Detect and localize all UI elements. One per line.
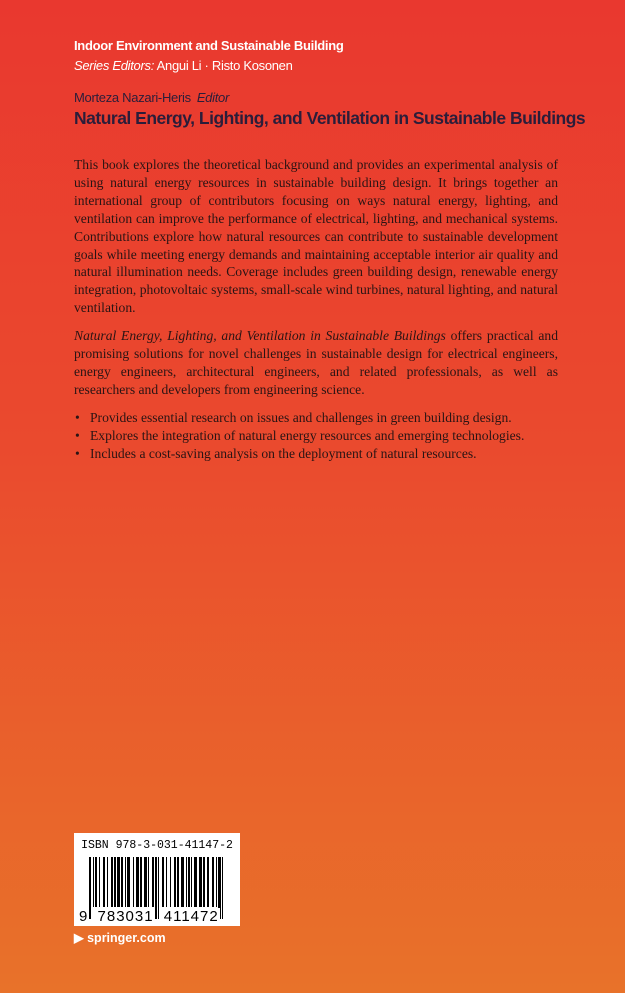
book-description (74, 156, 558, 463)
barcode-bar (191, 857, 192, 907)
barcode-bar (188, 857, 190, 907)
barcode-bar (216, 857, 217, 907)
barcode-bar (186, 857, 187, 907)
barcode-bar (194, 857, 197, 907)
description-paragraph-1: This book explores the theoretical background and provides an experimental analysis of using natural energy resources in sustainable building design. It brings together an international group of contributors focusing on ways natural energy, lighting, and ventilation can improve the performance of electrical, lighting, and mechanical systems. Contributions explore how natural resources can contribute to sustainable development goals while meeting energy demands and maintaining acceptable interior air quality and natural illumination needs. Coverage includes green building design, renewable energy integration, photovoltaic systems, small-scale wind turbines, natural lighting, and natural ventilation. (74, 157, 558, 316)
description-book-title: Natural Energy, Lighting, and Ventilation in Sustainable Buildings (74, 328, 446, 344)
barcode-bar (170, 857, 171, 907)
publisher-link[interactable] (74, 930, 166, 945)
barcode-bar (133, 857, 134, 907)
list-item: • Includes a cost-saving analysis on the deployment of natural resources. (74, 445, 558, 463)
barcode-bar (177, 857, 179, 907)
list-item: • Explores the integration of natural energy resources and emerging technologies. (74, 427, 558, 445)
barcode-bar (103, 857, 105, 907)
barcode-bar (148, 857, 149, 907)
publisher-url: springer.com (87, 931, 166, 945)
barcode-digits-right: 411472 (163, 908, 219, 925)
barcode-digit-lead: 9 (79, 908, 88, 925)
barcode-bar (174, 857, 176, 907)
book-author (74, 90, 229, 105)
barcode-bar (114, 857, 116, 907)
author-role: Editor (196, 90, 229, 105)
arrow-right-icon: ▶ (74, 931, 84, 945)
barcode-bar (212, 857, 214, 907)
barcode-bar (95, 857, 97, 907)
series-editors (74, 58, 293, 73)
barcode-bar (127, 857, 130, 907)
isbn-barcode-box (74, 833, 240, 926)
book-title: Natural Energy, Lighting, and Ventilation in Sustainable Buildings (74, 108, 586, 128)
barcode-bar (117, 857, 120, 907)
barcode-bar (207, 857, 209, 907)
barcode-digits (78, 908, 238, 925)
barcode-bar (162, 857, 164, 907)
barcode-bar (140, 857, 142, 907)
barcode-bar (111, 857, 113, 907)
series-editors-names: Angui Li · Risto Kosonen (156, 58, 293, 73)
barcode-bar (166, 857, 167, 907)
description-paragraph-2 (74, 327, 558, 399)
list-item: • Provides essential research on issues and challenges in green building design. (74, 409, 558, 427)
barcode-bar (93, 857, 94, 907)
barcode-bar (152, 857, 154, 907)
barcode-bar (136, 857, 139, 907)
feature-list (74, 409, 558, 463)
barcode-bar (107, 857, 108, 907)
barcode-bar (144, 857, 147, 907)
barcode-bar (99, 857, 100, 907)
barcode-bar (121, 857, 123, 907)
isbn-label: ISBN 978-3-031-41147-2 (81, 839, 233, 852)
barcode-bar (199, 857, 202, 907)
series-editors-label: Series Editors: (74, 58, 155, 73)
barcode-bar (203, 857, 205, 907)
description-p2-text: offers practical and promising solutions for novel challenges in sustainable design for electrical engineers, energy engineers, architectural engineers, and related professionals, as well as researchers and developers from engineering science. (74, 328, 558, 397)
author-name: Morteza Nazari-Heris (74, 90, 191, 105)
barcode-bar (125, 857, 126, 907)
series-title: Indoor Environment and Sustainable Building (74, 38, 344, 53)
barcode-bar (181, 857, 184, 907)
barcode-digits-left: 783031 (97, 908, 154, 925)
